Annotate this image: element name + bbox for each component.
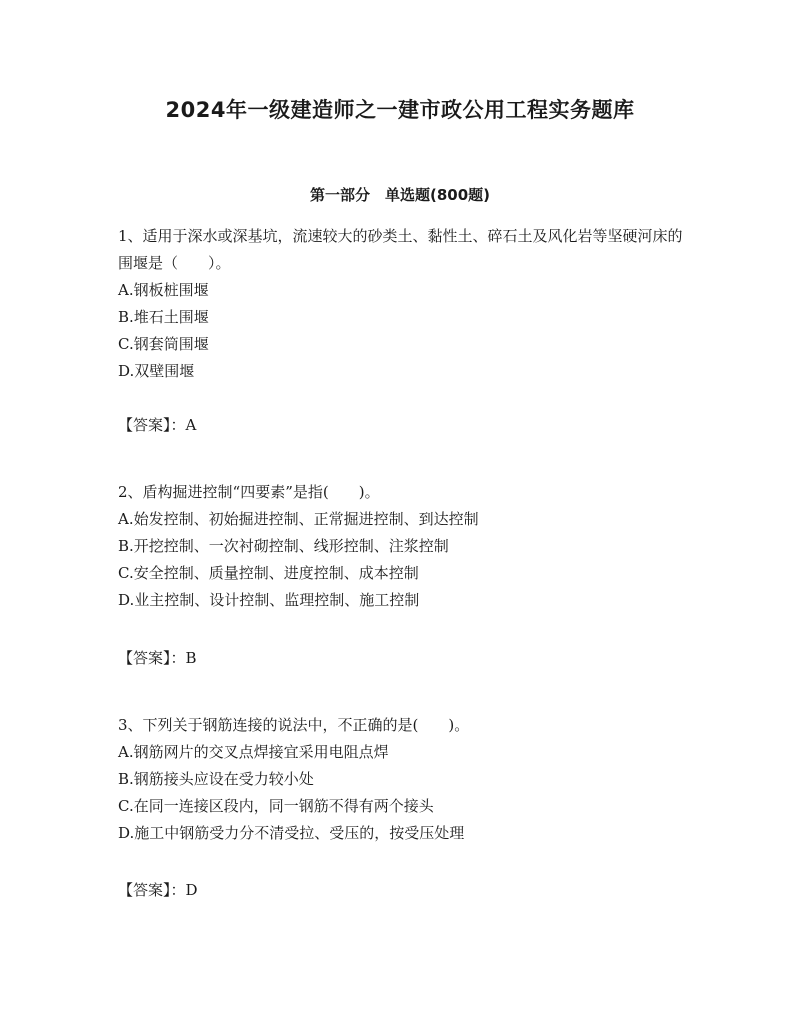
answer-label: 【答案】： — [118, 416, 186, 434]
answer-1 — [118, 412, 196, 439]
answer-value: A — [185, 416, 197, 434]
section-heading: 第一部分 单选题(800题) — [309, 186, 491, 204]
option-d: D.业主控制、设计控制、监理控制、施工控制 — [118, 591, 420, 609]
answer-value: D — [185, 881, 198, 899]
document-title: 2024年一级建造师之一建市政公用工程实务题库 — [165, 98, 635, 122]
option-b: B.堆石土围堰 — [118, 308, 209, 326]
answer-label: 【答案】： — [118, 881, 186, 899]
option-d: D.施工中钢筋受力分不清受拉、受压的，按受压处理 — [118, 824, 465, 842]
option-b: B.钢筋接头应设在受力较小处 — [118, 770, 314, 788]
question-stem: 1、适用于深水或深基坑，流速较大的砂类土、黏性土、碎石土及风化岩等坚硬河床的围堰是（ ）。 — [118, 227, 683, 272]
option-a: A.钢板桩围堰 — [118, 281, 209, 299]
option-a: A.始发控制、初始掘进控制、正常掘进控制、到达控制 — [118, 510, 479, 528]
option-b: B.开挖控制、一次衬砌控制、线形控制、注浆控制 — [118, 537, 449, 555]
answer-2 — [118, 645, 197, 672]
option-a: A.钢筋网片的交叉点焊接宜采用电阻点焊 — [118, 743, 389, 761]
answer-value: B — [185, 649, 197, 667]
option-d: D.双壁围堰 — [118, 362, 195, 380]
option-c: C.在同一连接区段内，同一钢筋不得有两个接头 — [118, 797, 434, 815]
question-3 — [118, 712, 688, 847]
answer-label: 【答案】： — [118, 649, 186, 667]
option-c: C.安全控制、质量控制、进度控制、成本控制 — [118, 564, 419, 582]
question-stem: 3、下列关于钢筋连接的说法中，不正确的是( )。 — [118, 716, 470, 734]
question-1 — [118, 223, 688, 385]
answer-3 — [118, 877, 198, 904]
option-c: C.钢套筒围堰 — [118, 335, 209, 353]
question-2 — [118, 479, 688, 614]
question-stem: 2、盾构掘进控制“四要素”是指( )。 — [118, 483, 380, 501]
